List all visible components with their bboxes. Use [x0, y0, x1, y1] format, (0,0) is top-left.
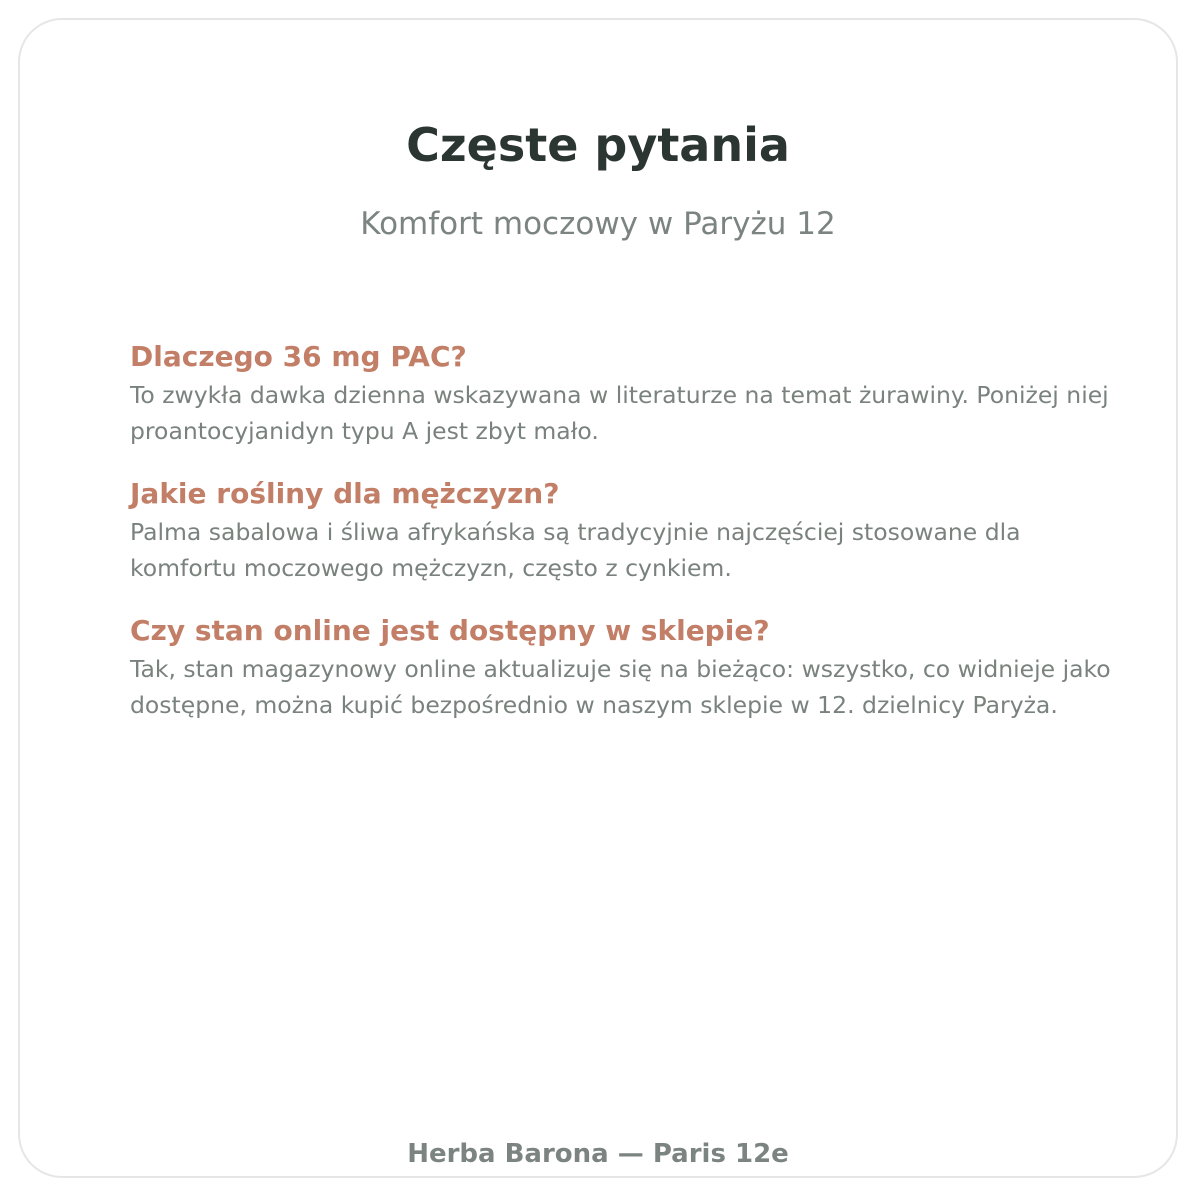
faq-item [130, 475, 1130, 586]
faq-list [130, 338, 1130, 750]
faq-card [18, 18, 1178, 1178]
page-subtitle: Komfort moczowy w Paryżu 12 [360, 206, 836, 242]
faq-item [130, 338, 1130, 449]
faq-question: Dlaczego 36 mg PAC? [130, 340, 467, 373]
faq-answer: Tak, stan magazynowy online aktualizuje się na bieżąco: wszystko, co widnieje jako dostępne, można kupić bezpośrednio w naszym sklepie w 12. dzielnicy Paryża. [130, 655, 1111, 719]
faq-question: Czy stan online jest dostępny w sklepie? [130, 614, 770, 648]
faq-answer: Palma sabalowa i śliwa afrykańska są tradycyjnie najczęściej stosowane dla komfortu moczowego mężczyzn, często z cynkiem. [130, 518, 1021, 582]
faq-question: Jakie rośliny dla mężczyzn? [130, 477, 560, 511]
faq-answer: To zwykła dawka dzienna wskazywana w literaturze na temat żurawiny. Poniżej niej proantocyjanidyn typu A jest zbyt mało. [130, 380, 1109, 445]
page-title: Częste pytania [406, 118, 790, 172]
faq-item [130, 612, 1130, 723]
footer-brand: Herba Barona — Paris 12e [407, 1139, 789, 1169]
